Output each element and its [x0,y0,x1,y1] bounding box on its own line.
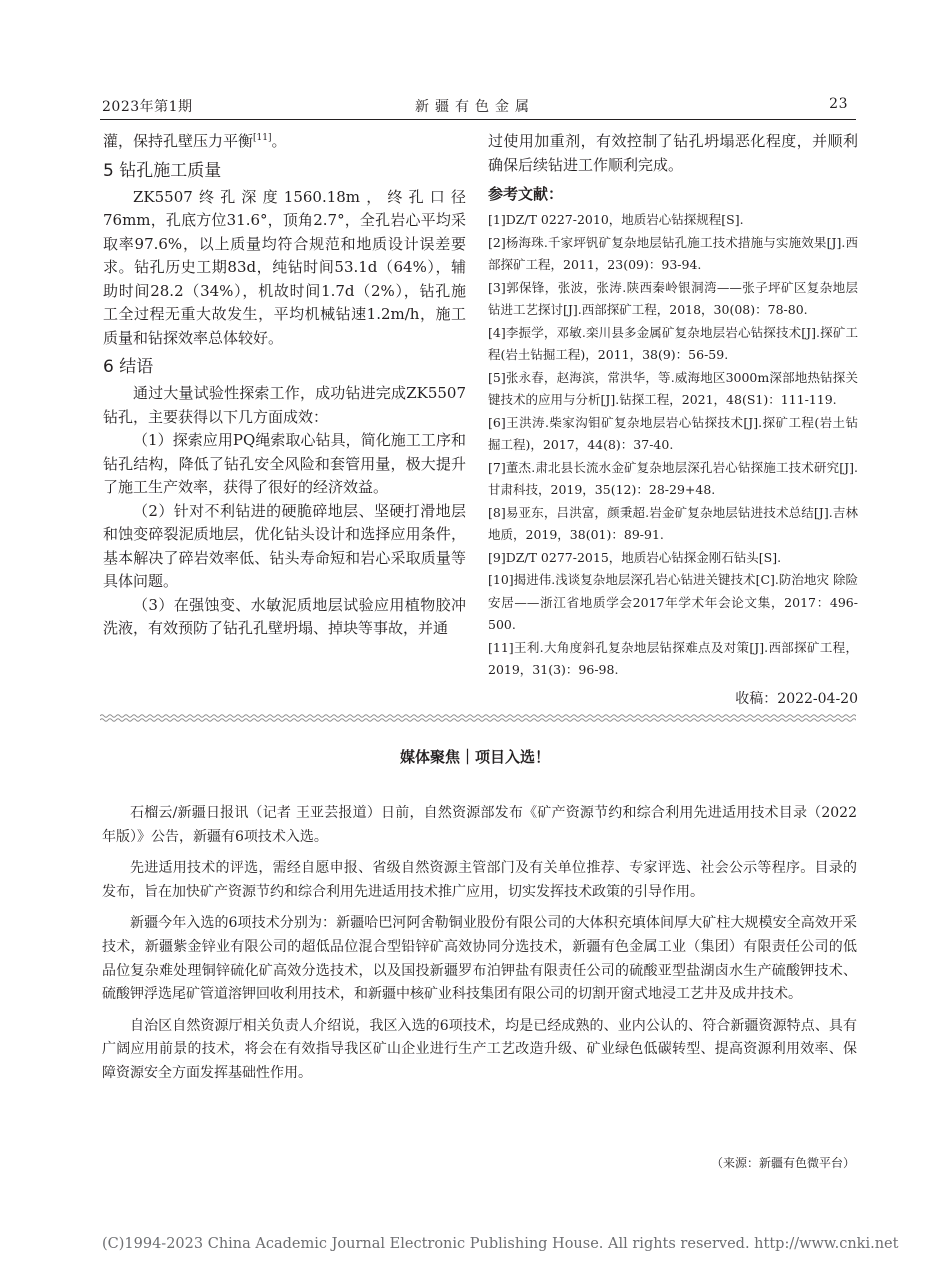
reference-item: [10]揭进伟.浅谈复杂地层深孔岩心钻进关键技术[C].防治地灾 除险安居——浙江省地质学会2017年学术年会论文集，2017：496-500. [488,572,858,632]
reference-item: [4]李振学，邓敏.栾川县多金属矿复杂地层岩心钻探技术[J].探矿工程(岩土钻掘工程)，2011，38(9)：56-59. [488,324,858,362]
news-source: （来源：新疆有色微平台） [710,1156,855,1170]
reference-item: [2]杨海珠.千家坪钒矿复杂地层钻孔施工技术措施与实施效果[J].西部探矿工程，2011，23(09)：93-94. [488,234,858,272]
continuation-end: 。 [271,132,287,150]
conclusion-point-1: （1）探索应用PQ绳索取心钻具，简化施工工序和钻孔结构，降低了钻孔安全风险和套管用量，极大提升了施工生产效率，获得了很好的经济效益。 [103,431,466,496]
reference-item: [9]DZ/T 0277-2015，地质岩心钻探金刚石钻头[S]. [488,549,782,565]
reference-list [488,209,858,682]
journal-title: 新疆有色金属 [415,99,535,115]
left-column [103,130,466,641]
reference-item: [8]易亚东，吕洪富，颜秉超.岩金矿复杂地层钻进技术总结[J].吉林地质，2019，38(01)：89-91. [488,504,858,542]
reference-item: [7]董杰.肃北县长流水金矿复杂地层深孔岩心钻探施工技术研究[J].甘肃科技，2019，35(12)：28-29+48. [488,459,858,497]
section-5-paragraph: ZK5507终孔深度1560.18m，终孔口径76mm，孔底方位31.6°，顶角2.7°，全孔岩心平均采取率97.6%，以上质量均符合规范和地质设计误差要求。钻孔历史工期83d，纯钻时间53.1d（64%），辅助时间28.2（34%），机故时间1.7d（2%），钻孔施工全过程无重大故发生，平均机械钻速1.2m/h，施工质量和钻探效率总体较好。 [103,187,466,347]
right-column [488,130,858,710]
continuation-text: 灌，保持孔壁压力平衡 [103,132,254,150]
wavy-divider [100,713,856,723]
references-heading: 参考文献： [488,185,564,203]
section-5-heading: 5 钻孔施工质量 [103,160,222,181]
header-rule [100,119,856,120]
section-6-heading: 6 结语 [103,357,154,377]
issue-label: 2023年第1期 [102,99,193,115]
news-paragraph: 新疆今年入选的6项技术分别为：新疆哈巴河阿舍勒铜业股份有限公司的大体积充填体间厚大矿柱大规模安全高效开采技术，新疆紫金锌业有限公司的超低品位混合型铅锌矿高效协同分选技术，新疆有色金属工业（集团）有限责任公司的低品位复杂难处理铜锌硫化矿高效分选技术，以及国投新疆罗布泊钾盐有限责任公司的硫酸亚型盐湖卤水生产硫酸钾技术、硫酸钾浮选尾矿管道溶钾回收利用技术，和新疆中核矿业科技集团有限公司的切割开窗式地浸工艺井及成井技术。 [102,915,857,1003]
news-paragraph: 先进适用技术的评选，需经自愿申报、省级自然资源主管部门及有关单位推荐、专家评选、社会公示等程序。目录的发布，旨在加快矿产资源节约和综合利用先进适用技术推广应用，切实发挥技术政策的引导作用。 [102,860,857,900]
page-number: 23 [829,96,848,112]
received-date: 收稿：2022-04-20 [735,690,858,707]
reference-item: [3]郭保锋，张波，张涛.陕西秦岭银洞湾——张子坪矿区复杂地层钻进工艺探讨[J].西部探矿工程，2018，30(08)：78-80. [488,279,858,317]
news-title: 媒体聚焦｜项目入选！ [399,748,550,766]
conclusion-intro: 通过大量试验性探索工作，成功钻进完成ZK5507钻孔，主要获得以下几方面成效： [103,384,466,426]
reference-item: [11]王利.大角度斜孔复杂地层钻探难点及对策[J].西部探矿工程，2019，31(3)：96-98. [488,639,858,677]
continuation-paragraph [103,130,466,154]
copyright-footer: (C)1994-2023 China Academic Journal Electronic Publishing House. All rights reserved. http://www.cnki.net [102,1236,899,1252]
reference-item: [5]张永春，赵海滨，常洪华，等.威海地区3000m深部地热钻探关键技术的应用与分析[J].钻探工程，2021，48(S1)：111-119. [488,369,858,407]
news-paragraph: 石榴云/新疆日报讯（记者 王亚芸报道）日前，自然资源部发布《矿产资源节约和综合利用先进适用技术目录（2022年版）》公告，新疆有6项技术入选。 [102,805,857,845]
conclusion-point-2: （2）针对不利钻进的硬脆碎地层、坚硬打滑地层和蚀变碎裂泥质地层，优化钻头设计和选择应用条件，基本解决了碎岩效率低、钻头寿命短和岩心采取质量等具体问题。 [103,501,466,590]
conclusion-point-3: （3）在强蚀变、水敏泥质地层试验应用植物胶冲洗液，有效预防了钻孔孔壁坍塌、掉块等事故，并通 [103,595,466,637]
reference-item: [6]王洪涛.柴家沟钼矿复杂地层岩心钻探技术[J].探矿工程(岩土钻掘工程)，2017，44(8)：37-40. [488,414,858,452]
citation-11: [11] [253,133,272,143]
news-body [102,802,857,1094]
reference-item: [1]DZ/T 0227-2010，地质岩心钻探规程[S]. [488,212,744,227]
news-paragraph: 自治区自然资源厅相关负责人介绍说，我区入选的6项技术，均是已经成熟的、业内公认的、符合新疆资源特点、具有广阔应用前景的技术，将会在有效指导我区矿山企业进行生产工艺改造升级、矿业绿色低碳转型、提高资源利用效率、保障资源安全方面发挥基础性作用。 [102,1017,857,1081]
right-continuation: 过使用加重剂，有效控制了钻孔坍塌恶化程度，并顺利确保后续钻进工作顺利完成。 [488,132,858,174]
